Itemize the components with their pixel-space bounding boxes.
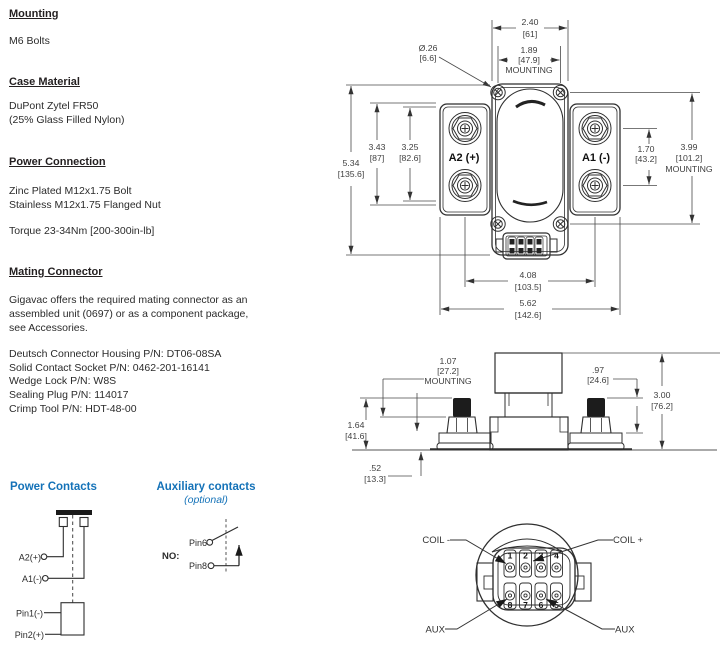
front-view-drawing xyxy=(330,0,724,332)
connector-housing xyxy=(477,548,591,610)
a2-wire xyxy=(41,527,63,560)
svg-text:5.62: 5.62 xyxy=(519,298,537,308)
label-pin6: Pin6 xyxy=(188,538,207,548)
dim-base-thickness xyxy=(364,452,421,484)
mating-connector-part2: Solid Contact Socket P/N: 0462-201-16141 xyxy=(9,361,210,374)
svg-text:.52: .52 xyxy=(368,463,382,473)
svg-text:[41.6]: [41.6] xyxy=(345,431,367,441)
dim-mounting-width xyxy=(498,45,561,83)
dim-terminal-spacing xyxy=(623,129,657,186)
contact-bar xyxy=(56,510,92,527)
label-aux-left: AUX xyxy=(425,624,445,636)
aux-contacts-schematic xyxy=(155,515,280,590)
mating-connector-p3: see Accessories. xyxy=(9,322,88,334)
terminal-a2-top xyxy=(449,113,481,145)
label-coil-plus: COIL + xyxy=(613,535,644,546)
case-material-line1: DuPont Zytel FR50 xyxy=(9,100,99,112)
label-aux-right: AUX xyxy=(615,624,635,636)
pin-number: 1 xyxy=(507,550,513,561)
power-contacts-title: Power Contacts xyxy=(10,481,97,493)
svg-text:[135.6]: [135.6] xyxy=(337,169,365,179)
svg-text:3.00: 3.00 xyxy=(653,390,671,400)
svg-text:[82.6]: [82.6] xyxy=(399,153,421,163)
dim-side-height xyxy=(562,353,720,449)
power-connection-line2: Stainless M12x1.75 Flanged Nut xyxy=(9,198,161,211)
mating-connector-part1: Deutsch Connector Housing P/N: DT06-08SA xyxy=(9,348,222,360)
connector-view-drawing xyxy=(400,495,724,650)
pin6-terminal xyxy=(207,539,213,545)
side-body xyxy=(490,353,568,450)
label-pin8: Pin8 xyxy=(188,561,207,571)
svg-text:MOUNTING: MOUNTING xyxy=(505,65,553,75)
section-title-mating-connector: Mating Connector xyxy=(9,266,103,278)
dim-height-3 xyxy=(399,107,436,201)
power-connection-line1: Zinc Plated M12x1.75 Bolt xyxy=(9,185,132,197)
mating-connector-part5: Crimp Tool P/N: HDT-48-00 xyxy=(9,402,137,415)
pin-number: 5 xyxy=(554,600,559,610)
svg-text:2.40: 2.40 xyxy=(521,17,539,27)
model-text-mark xyxy=(513,201,547,205)
svg-text:[43.2]: [43.2] xyxy=(635,154,657,164)
pin-contacts xyxy=(505,563,561,600)
pin-number: 2 xyxy=(523,550,528,561)
svg-text:Ø.26: Ø.26 xyxy=(418,43,438,53)
svg-text:1.89: 1.89 xyxy=(520,45,538,55)
terminal-a2-bottom xyxy=(449,170,481,202)
svg-text:3.43: 3.43 xyxy=(368,142,386,152)
svg-text:[13.3]: [13.3] xyxy=(364,474,386,484)
terminal-a1-bottom xyxy=(579,170,611,202)
coil-box xyxy=(44,603,84,635)
svg-text:[101.2]: [101.2] xyxy=(675,153,703,163)
terminal-a1-top xyxy=(579,113,611,145)
side-view-drawing xyxy=(340,340,724,490)
label-terminal-a2: A2 (+) xyxy=(448,152,480,164)
logo-mark xyxy=(516,101,545,107)
label-pin1: Pin1(-) xyxy=(15,608,43,619)
svg-text:3.99: 3.99 xyxy=(680,142,698,152)
pin-number: 4 xyxy=(554,550,559,561)
mating-connector-p1: Gigavac offers the required mating connector as an xyxy=(9,294,248,306)
case-material-line2: (25% Glass Filled Nylon) xyxy=(9,113,125,126)
left-bolt xyxy=(437,398,493,450)
left-latch-tab xyxy=(477,563,493,601)
label-a2: A2(+) xyxy=(18,552,41,563)
svg-text:[87]: [87] xyxy=(369,153,385,163)
dim-terminal-height xyxy=(345,398,452,449)
svg-text:3.25: 3.25 xyxy=(401,142,419,152)
label-terminal-a1: A1 (-) xyxy=(581,152,611,164)
svg-text:1.70: 1.70 xyxy=(637,144,655,154)
right-bolt xyxy=(568,398,624,450)
label-coil-minus: COIL - xyxy=(422,535,450,546)
mating-connector-p2: assembled unit (0697) or as a component package, xyxy=(9,308,249,320)
mating-connector-part4: Sealing Plug P/N: 114017 xyxy=(9,389,129,402)
svg-text:1.07: 1.07 xyxy=(439,356,457,366)
svg-text:4.08: 4.08 xyxy=(519,270,537,280)
pin-number: 3 xyxy=(538,550,544,561)
svg-text:.97: .97 xyxy=(591,365,605,375)
mating-connector-part3: Wedge Lock P/N: W8S xyxy=(9,375,117,388)
power-contacts-schematic xyxy=(15,505,125,647)
label-a1: A1(-) xyxy=(22,574,42,584)
svg-text:5.34: 5.34 xyxy=(342,158,360,168)
svg-text:[76.2]: [76.2] xyxy=(651,401,673,411)
dim-mounting-hole xyxy=(419,43,491,87)
svg-text:[24.6]: [24.6] xyxy=(587,375,609,385)
svg-text:[47.9]: [47.9] xyxy=(518,55,540,65)
svg-text:[6.6]: [6.6] xyxy=(419,53,437,63)
section-title-power-connection: Power Connection xyxy=(9,156,106,168)
svg-text:1.64: 1.64 xyxy=(347,420,365,430)
power-connection-torque: Torque 23-34Nm [200-300in-lb] xyxy=(9,225,155,237)
svg-text:[27.2]: [27.2] xyxy=(437,366,459,376)
dim-side-mounting xyxy=(380,356,472,431)
svg-text:MOUNTING: MOUNTING xyxy=(665,164,713,174)
pin-number: 6 xyxy=(538,600,544,610)
svg-text:[103.5]: [103.5] xyxy=(514,282,542,292)
label-no: NO: xyxy=(162,551,180,562)
svg-text:MOUNTING: MOUNTING xyxy=(424,376,472,386)
pin8-terminal xyxy=(208,563,214,569)
section-title-case-material: Case Material xyxy=(9,76,80,88)
pin-number: 7 xyxy=(523,600,528,610)
aux-contacts-title: Auxiliary contacts xyxy=(156,481,256,493)
label-pin2: Pin2(+) xyxy=(14,630,44,640)
section-title-mounting: Mounting xyxy=(9,8,59,20)
switch-blade xyxy=(212,527,238,540)
pin-number: 8 xyxy=(507,600,513,610)
aux-contacts-subtitle: (optional) xyxy=(184,494,228,506)
mounting-line: M6 Bolts xyxy=(9,35,50,47)
svg-text:[142.6]: [142.6] xyxy=(514,310,542,320)
svg-text:[61]: [61] xyxy=(522,29,538,39)
